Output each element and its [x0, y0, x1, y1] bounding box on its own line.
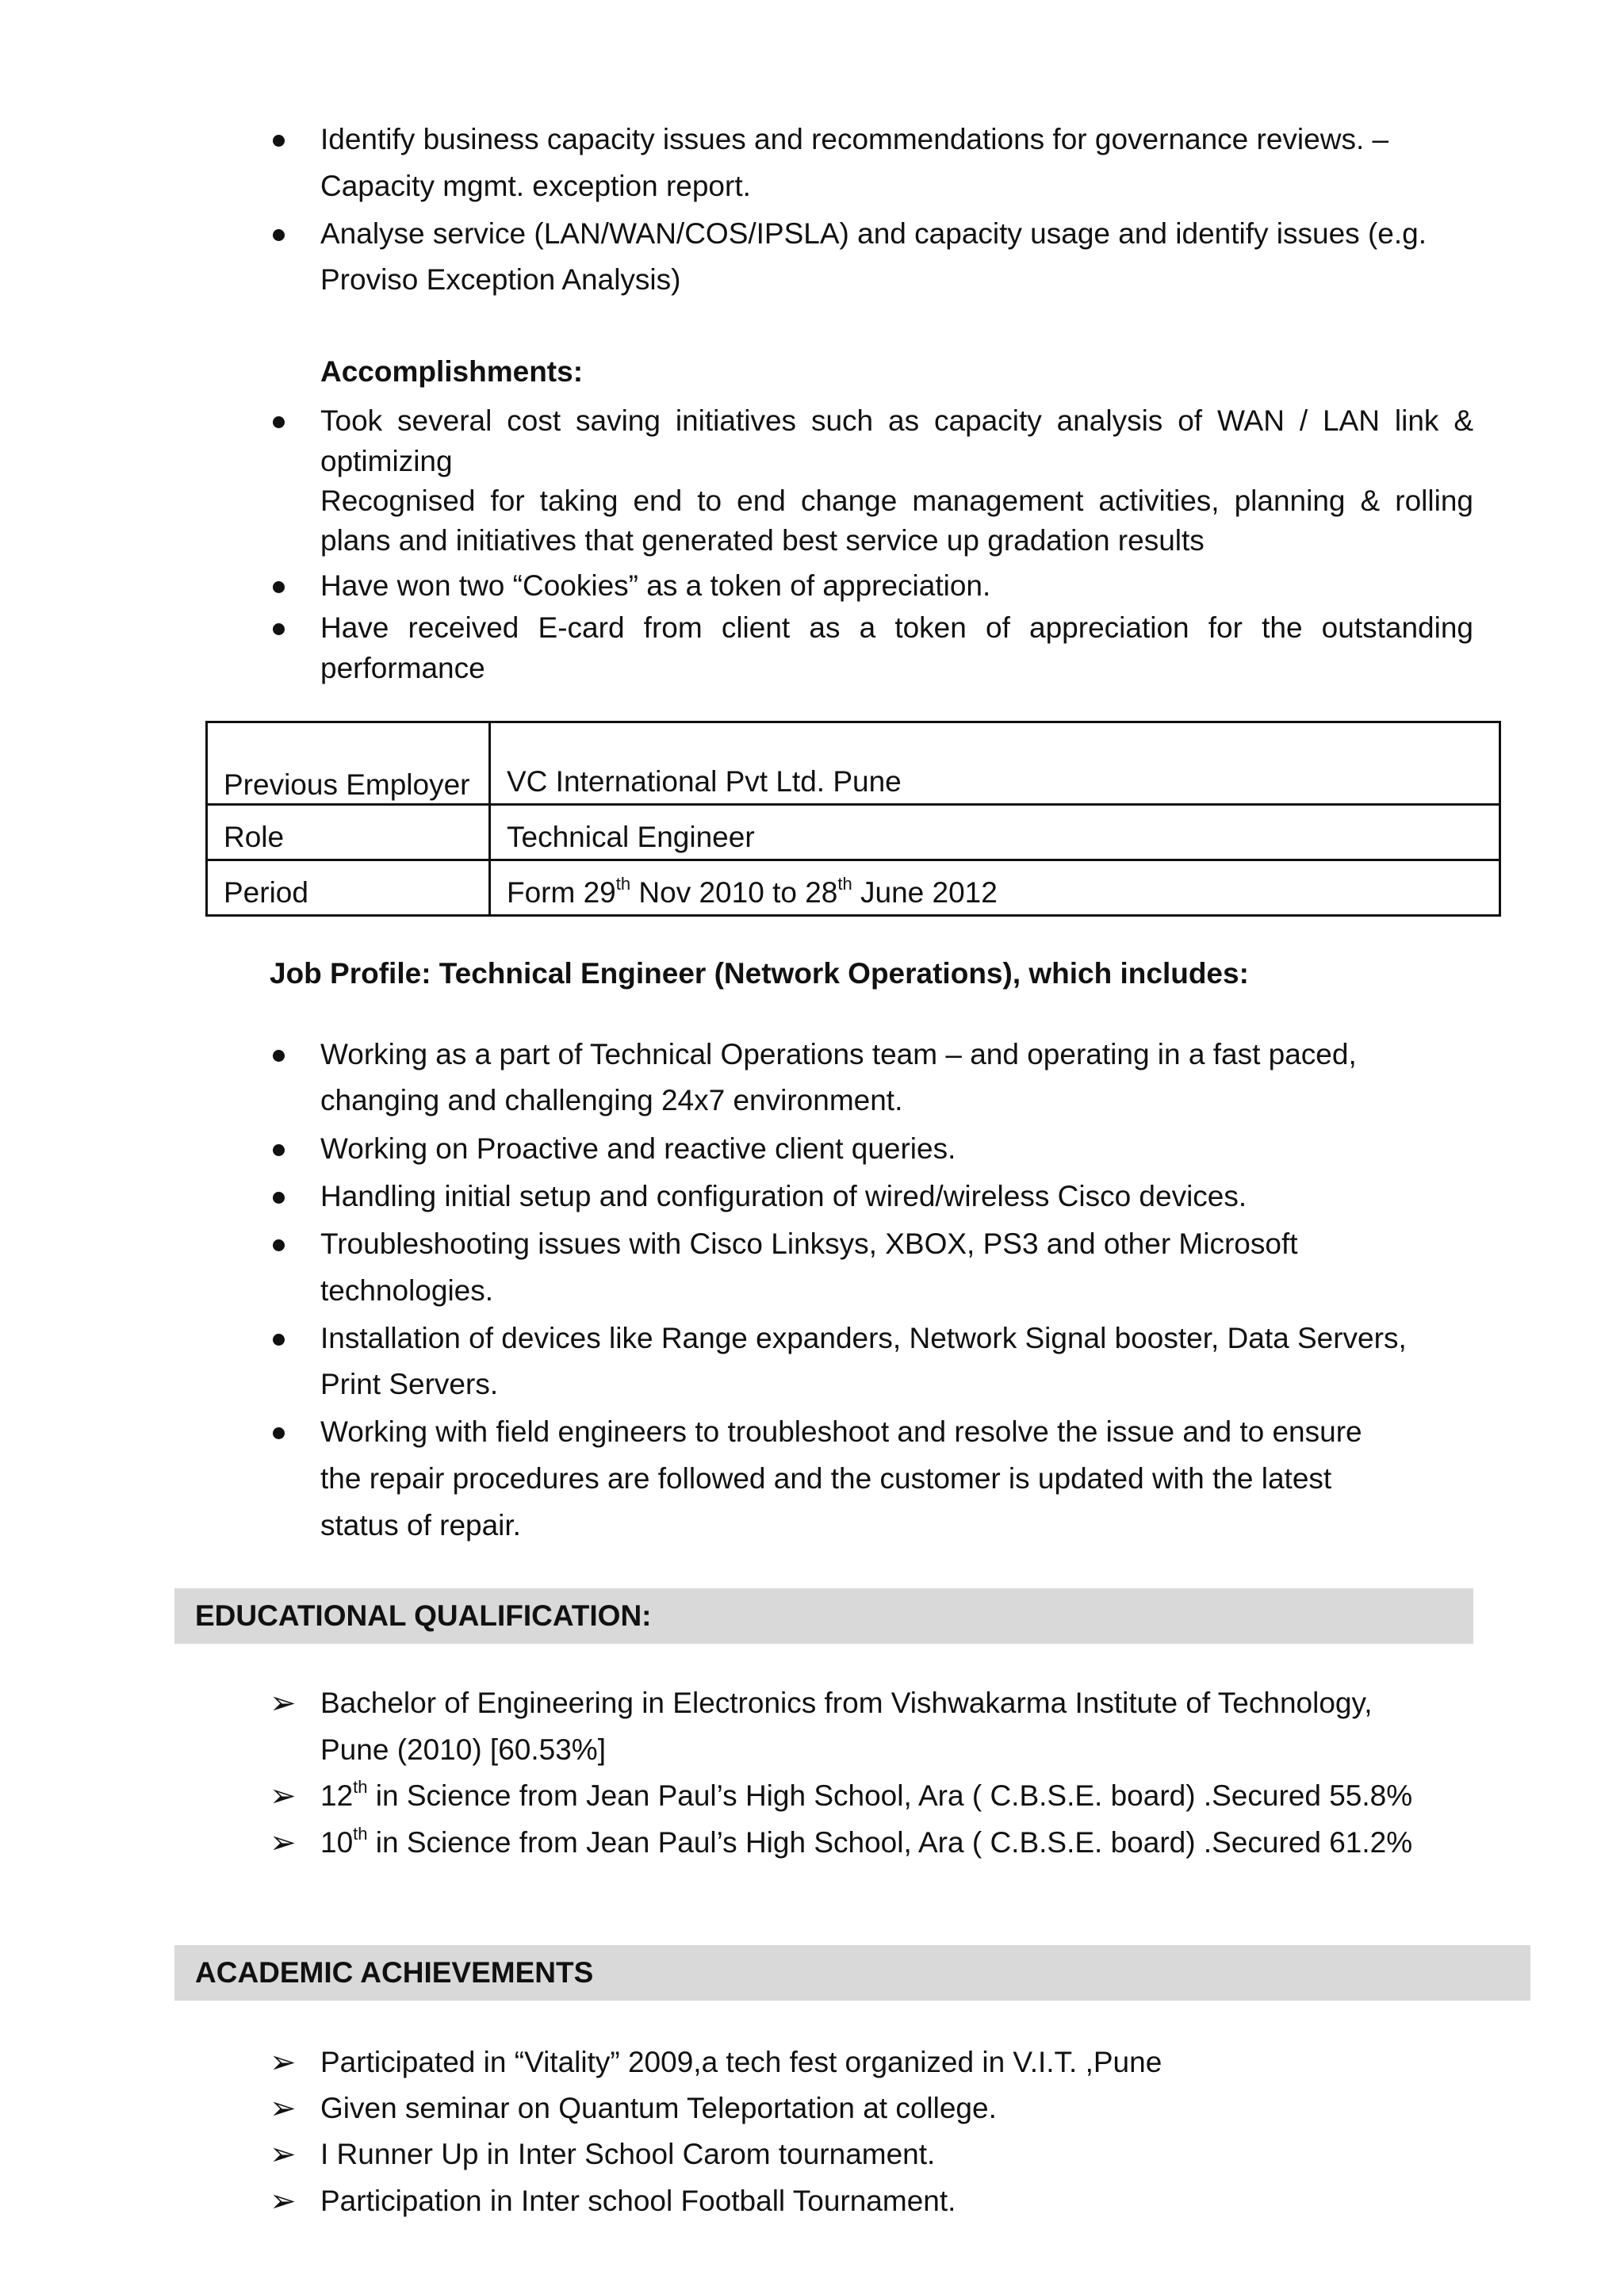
period-from-ordinal: th [615, 874, 631, 894]
education-item-1-line-1: Bachelor of Engineering in Electronics from Vishwakarma Institute of Technology, [320, 1687, 1373, 1719]
period-value-cell [490, 860, 1500, 916]
period-label-cell [207, 860, 490, 916]
achievement-item-3: I Runner Up in Inter School Carom tournament. [320, 2138, 936, 2170]
job-bullet-5-line-1: Installation of devices like Range expanders, Network Signal booster, Data Servers, [320, 1322, 1407, 1354]
bullet-dot-icon [273, 1239, 285, 1251]
table-row [207, 805, 1500, 860]
bullet-dot-icon [273, 1050, 285, 1062]
role-value: Technical Engineer [507, 821, 755, 853]
top-bullet-1-line-2: Capacity mgmt. exception report. [320, 170, 751, 202]
achievements-heading: ACADEMIC ACHIEVEMENTS [195, 1956, 594, 1989]
accomplishment-1-line-2: optimizing [320, 445, 453, 477]
bullet-dot-icon [273, 416, 285, 428]
bullet-dot-icon [273, 1192, 285, 1204]
role-label-cell [207, 805, 490, 860]
bullet-dot-icon [273, 1144, 285, 1156]
period-from-text: Form 29 [507, 876, 616, 909]
employer-table [205, 721, 1501, 917]
education-item-3-grade: 10 [320, 1826, 354, 1859]
arrow-bullet-icon: ➢ [270, 1825, 297, 1861]
job-bullet-6-line-3: status of repair. [320, 1509, 521, 1541]
education-item-2-grade: 12 [320, 1779, 354, 1812]
period-to-text: June 2012 [852, 876, 998, 909]
accomplishment-3-line-2: performance [320, 652, 485, 684]
education-item-3 [320, 1823, 1412, 1863]
job-bullet-5-line-2: Print Servers. [320, 1368, 499, 1400]
bullet-dot-icon [273, 229, 285, 241]
job-bullet-4-line-1: Troubleshooting issues with Cisco Linksys, XBOX, PS3 and other Microsoft [320, 1227, 1298, 1260]
education-item-2-text: in Science from Jean Paul’s High School, Ara ( C.B.S.E. board) .Secured 55.8% [367, 1779, 1413, 1812]
arrow-bullet-icon: ➢ [270, 1685, 297, 1721]
period-label: Period [224, 876, 308, 909]
education-heading: EDUCATIONAL QUALIFICATION: [195, 1599, 652, 1632]
top-bullet-1-line-1: Identify business capacity issues and recommendations for governance reviews. – [320, 123, 1389, 155]
bullet-dot-icon [273, 135, 285, 147]
role-label: Role [224, 821, 285, 853]
achievement-item-4: Participation in Inter school Football Tournament. [320, 2185, 956, 2217]
employer-label: Previous Employer [224, 768, 470, 801]
period-value [507, 876, 998, 909]
top-bullet-2-line-2: Proviso Exception Analysis) [320, 263, 681, 296]
job-bullet-1-line-1: Working as a part of Technical Operations team – and operating in a fast paced, [320, 1038, 1357, 1070]
education-item-3-text: in Science from Jean Paul’s High School, Ara ( C.B.S.E. board) .Secured 61.2% [367, 1826, 1413, 1859]
accomplishments-heading: Accomplishments: [320, 355, 584, 388]
arrow-bullet-icon: ➢ [270, 2136, 297, 2173]
arrow-bullet-icon: ➢ [270, 2044, 297, 2081]
employer-label-cell [207, 722, 490, 805]
job-bullet-4-line-2: technologies. [320, 1274, 494, 1307]
job-bullet-1-line-2: changing and challenging 24x7 environment. [320, 1084, 903, 1116]
period-mid-text: Nov 2010 to 28 [630, 876, 838, 909]
job-bullet-6-line-2: the repair procedures are followed and the customer is updated with the latest [320, 1462, 1332, 1495]
job-profile-heading: Job Profile: Technical Engineer (Network Operations), which includes: [270, 957, 1249, 990]
job-bullet-2: Working on Proactive and reactive client queries. [320, 1132, 956, 1165]
table-row [207, 722, 1500, 805]
employer-value: VC International Pvt Ltd. Pune [507, 765, 902, 798]
accomplishment-1-line-3: Recognised for taking end to end change management activities, planning & rolling [320, 484, 1473, 517]
education-item-2-ordinal: th [353, 1777, 368, 1797]
accomplishment-3-line-1: Have received E-card from client as a token of appreciation for the outstanding [320, 611, 1473, 644]
job-bullet-6-line-1: Working with field engineers to troubleshoot and resolve the issue and to ensure [320, 1415, 1362, 1448]
table-row [207, 860, 1500, 916]
education-item-3-ordinal: th [353, 1824, 368, 1844]
achievement-item-2: Given seminar on Quantum Teleportation at college. [320, 2092, 997, 2124]
bullet-dot-icon [273, 581, 285, 593]
bullet-dot-icon [273, 1427, 285, 1439]
achievements-section-header [174, 1945, 1530, 2001]
job-bullet-3: Handling initial setup and configuration of wired/wireless Cisco devices. [320, 1180, 1247, 1212]
role-value-cell [490, 805, 1500, 860]
education-section-header [174, 1588, 1473, 1644]
accomplishment-1-line-1: Took several cost saving initiatives such as capacity analysis of WAN / LAN link & [320, 404, 1473, 437]
period-to-ordinal: th [837, 874, 852, 894]
arrow-bullet-icon: ➢ [270, 2183, 297, 2219]
accomplishment-2: Have won two “Cookies” as a token of appreciation. [320, 569, 991, 602]
top-bullet-2-line-1: Analyse service (LAN/WAN/COS/IPSLA) and capacity usage and identify issues (e.g. [320, 217, 1427, 250]
bullet-dot-icon [273, 623, 285, 635]
accomplishment-1-line-4: plans and initiatives that generated best service up gradation results [320, 524, 1205, 557]
education-item-1-line-2: Pune (2010) [60.53%] [320, 1733, 606, 1766]
arrow-bullet-icon: ➢ [270, 2090, 297, 2127]
arrow-bullet-icon: ➢ [270, 1778, 297, 1814]
employer-value-cell [490, 722, 1500, 805]
achievement-item-1: Participated in “Vitality” 2009,a tech fest organized in V.I.T. ,Pune [320, 2046, 1162, 2078]
education-item-2 [320, 1776, 1412, 1816]
bullet-dot-icon [273, 1334, 285, 1346]
